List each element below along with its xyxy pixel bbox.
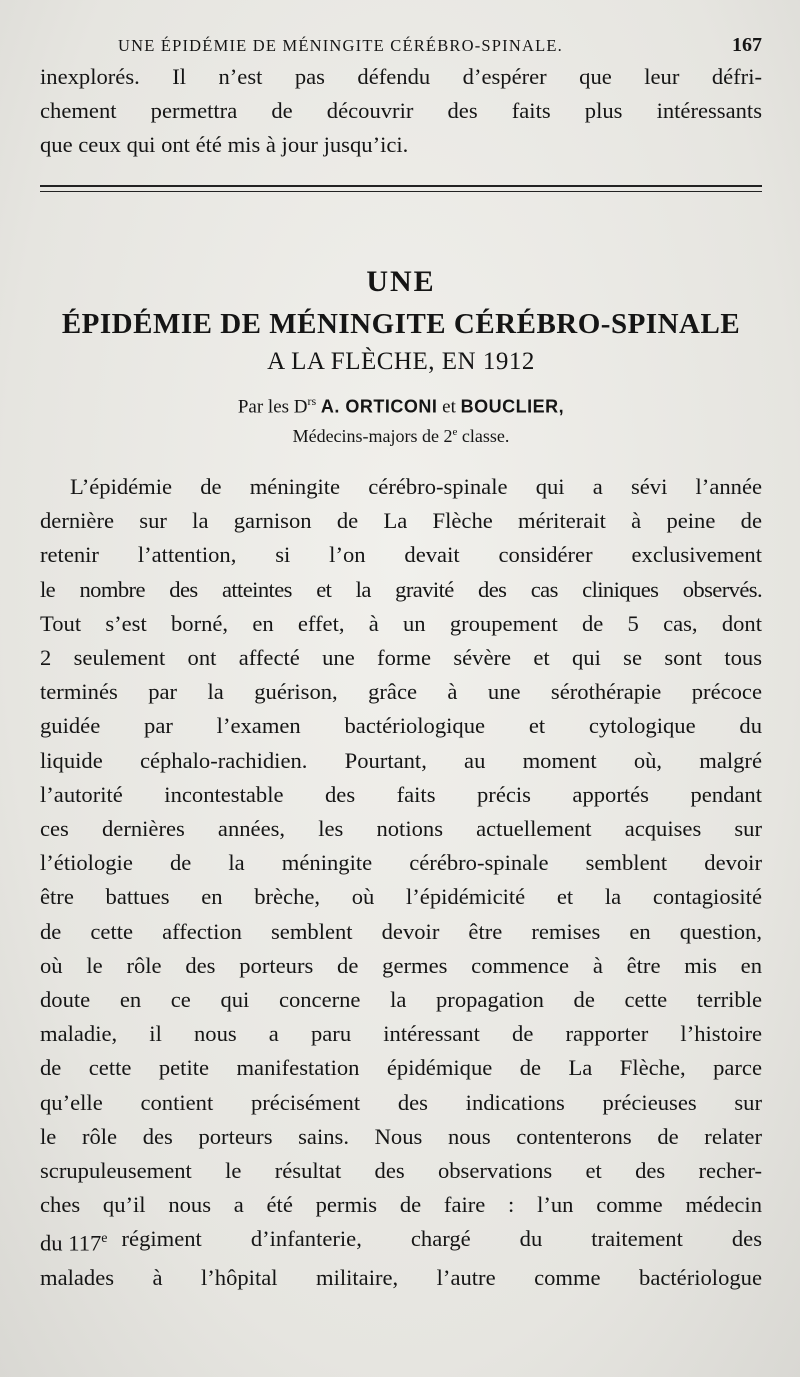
- text-line: terminés par la guérison, grâce à une sérothérapie précoce: [40, 679, 762, 705]
- text-line: le rôle des porteurs sains. Nous nous contenterons de relater: [40, 1123, 762, 1149]
- text-line: 2 seulement ont affecté une forme sévère et qui se sont tous: [40, 644, 762, 670]
- text-fragment: du 117: [40, 1230, 102, 1256]
- text-line: liquide céphalo-rachidien. Pourtant, au moment où, malgré: [40, 747, 762, 773]
- running-head-title: UNE ÉPIDÉMIE DE MÉNINGITE CÉRÉBRO-SPINALE.: [118, 36, 563, 55]
- byline-connector: et: [442, 395, 456, 417]
- previous-article-end: [40, 60, 762, 163]
- byline-sup: rs: [307, 393, 317, 408]
- affiliation-sup: e: [452, 425, 458, 438]
- text-line: Tout s’est borné, en effet, à un groupement de 5 cas, dont: [40, 610, 762, 636]
- superscript: e: [101, 1231, 108, 1247]
- text-line: [40, 1222, 762, 1261]
- text-fragment: [40, 1222, 108, 1261]
- running-head: [40, 34, 762, 60]
- double-rule-bottom: [40, 191, 762, 192]
- affiliation-suffix: classe.: [457, 425, 510, 446]
- affiliation-prefix: Médecins-majors de 2: [292, 425, 453, 446]
- text-line: qu’elle contient précisément des indications précieuses sur: [40, 1089, 762, 1115]
- author-names: A. ORTICONI: [320, 395, 438, 416]
- text-line: guidée par l’examen bactériologique et cytologique du: [40, 713, 762, 739]
- author-names-2: BOUCLIER,: [460, 395, 565, 416]
- article-title: [40, 262, 762, 380]
- byline: [40, 388, 762, 420]
- text-line: doute en ce qui concerne la propagation de cette terrible: [40, 986, 762, 1012]
- text-line: maladie, il nous a paru intéressant de rapporter l’histoire: [40, 1021, 762, 1047]
- text-line: malades à l’hôpital militaire, l’autre comme bactériologue: [40, 1265, 762, 1291]
- text-line: le nombre des atteintes et la gravité des cas cliniques observés.: [40, 576, 762, 602]
- text-line: chement permettra de découvrir des faits plus intéressants: [40, 98, 762, 124]
- page-number: 167: [732, 34, 762, 56]
- article-body: [40, 470, 762, 1295]
- byline-prefix: Par les D: [237, 395, 308, 417]
- text-line: retenir l’attention, si l’on devait considérer exclusivement: [40, 542, 762, 568]
- text-line: être battues en brèche, où l’épidémicité et la contagiosité: [40, 884, 762, 910]
- text-line: où le rôle des porteurs de germes commence à être mis en: [40, 952, 762, 978]
- text-line: dernière sur la garnison de La Flèche mériterait à peine de: [40, 508, 762, 534]
- text-line: de cette affection semblent devoir être remises en question,: [40, 918, 762, 944]
- double-rule-top: [40, 185, 762, 187]
- text-line: ches qu’il nous a été permis de faire : l’un comme médecin: [40, 1192, 762, 1218]
- title-line: ÉPIDÉMIE DE MÉNINGITE CÉRÉBRO-SPINALE: [61, 307, 741, 340]
- text-line: l’étiologie de la méningite cérébro-spinale semblent devoir: [40, 850, 762, 876]
- text-fragment: régiment d’infanterie, chargé du traitement des: [121, 1226, 762, 1252]
- text-line: inexplorés. Il n’est pas défendu d’espérer que leur défri-: [40, 64, 762, 89]
- title-line: UNE: [366, 264, 436, 298]
- affiliation: [40, 420, 762, 448]
- text-line: l’autorité incontestable des faits précis apportés pendant: [40, 781, 762, 807]
- text-line: L’épidémie de méningite cérébro-spinale qui a sévi l’année: [70, 473, 762, 499]
- text-line: de cette petite manifestation épidémique de La Flèche, parce: [40, 1055, 762, 1081]
- text-line: scrupuleusement le résultat des observations et des recher-: [40, 1158, 762, 1183]
- text-line: ces dernières années, les notions actuellement acquises sur: [40, 815, 762, 841]
- text-line: que ceux qui ont été mis à jour jusqu’ici.: [40, 132, 409, 158]
- title-line: A LA FLÈCHE, EN 1912: [267, 347, 535, 375]
